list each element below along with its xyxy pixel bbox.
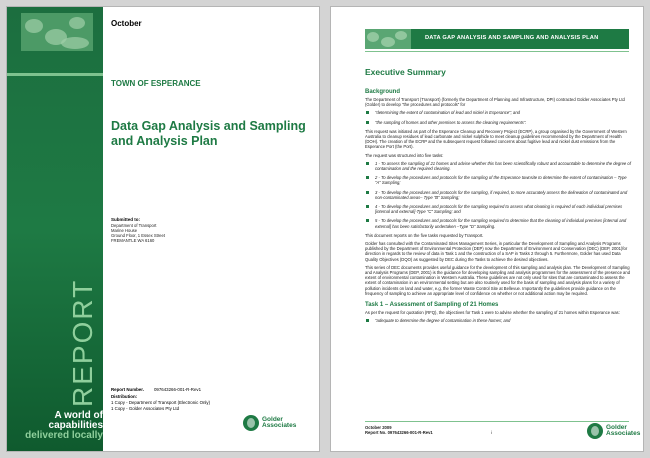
address-line: Marine House <box>111 228 138 233</box>
bullet-icon <box>366 111 369 114</box>
cover-photo-image <box>21 13 93 51</box>
distribution-item: 1 Copy - Department of Transport (Electronic Only) <box>111 400 211 405</box>
paragraph: This request was initiated as part of the Esperance Cleanup and Recovery Project (ECRP), a group organised by the Government of Western Australia to cleanup residues of lead carbonate and nickel sulphide to meet cleanup guidelines recommended by the Department of Health (DOH). The creation of the ECRP and the subsequent request followed concerns about fugitive lead and nickel dust emissions from the Esperance Port (the Port). <box>365 128 627 150</box>
paragraph: As per the request for quotation (RFQ), the objectives for Task 1 were to advise whether the sampling of 21 homes within Esperance was: <box>365 310 620 316</box>
globe-icon <box>587 423 603 439</box>
section-heading-background: Background <box>365 89 401 95</box>
cover-organization: TOWN OF ESPERANCE <box>111 79 201 88</box>
task-item: 5 - To develop the procedures and protocols for the sampling required to determine that the cleaning of individual premises [internal and external] has been satisfactorily undertaken –Type "D" Sampling. <box>365 218 633 228</box>
address-line: Ground Floor, 1 Essex Street <box>111 233 165 238</box>
bullet-icon <box>366 121 369 124</box>
address-block <box>111 223 165 243</box>
bullet-icon <box>366 176 369 179</box>
header-divider <box>365 51 629 52</box>
band-stripe <box>7 73 103 76</box>
distribution-label: Distribution: <box>111 394 138 399</box>
report-vertical-label: REPORT <box>67 278 98 407</box>
cover-page <box>6 6 320 452</box>
distribution-item: 1 Copy - Golder Associates Pty Ltd <box>111 406 180 411</box>
paragraph: This document reports on the five tasks requested by Transport. <box>365 232 484 238</box>
bullet-icon <box>366 205 369 208</box>
paragraph: Golder has consulted with the Contaminated Sites Management Series, in particular the Development of Sampling and Analysis Programs published by the Department of Environmental Protection (DEP) now the Department of Environment and Conservation (DEC) (DEP, 2001)for direction in regards to the review of data in Task 1 and the construction of a SAP in Tasks 2 through 5. Furthermore, Golder has used Data Quality Objectives (DQO) as suggested by DEC during the Tasks to achieve the desired objectives. <box>365 241 628 262</box>
bullet-icon <box>366 162 369 165</box>
bullet-icon <box>366 219 369 222</box>
report-number: Report Number. 097643266-001-R-Rev1 <box>111 387 202 392</box>
bullet-item: "adequate to determine the degree of contamination in these homes; and <box>365 318 633 323</box>
golder-logo: Golder Associates <box>587 423 640 439</box>
task-item: 3 - To develop the procedures and protocols for the sampling, if required, to more accurately assess the delineation of contaminated and non-contaminated areas– Type "B" Sampling; <box>365 190 633 200</box>
globe-icon <box>243 415 259 431</box>
address-line: FREMANTLE WA 6160 <box>111 238 155 243</box>
paragraph: The request was structured into five tasks: <box>365 152 444 158</box>
bullet-item: "determining the extent of contamination of lead and nickel in Esperance"; and <box>365 110 633 115</box>
tagline: A world of capabilities delivered locally <box>25 410 103 441</box>
golder-logo: Golder Associates <box>243 415 296 431</box>
footer-divider <box>365 421 629 422</box>
page-title: Executive Summary <box>365 67 446 77</box>
submitted-label: Submitted to: <box>111 217 140 222</box>
footer-report-number: Report No. 097643266-001-R-Rev1 <box>365 430 433 435</box>
task-item: 2 - To develop the procedures and protocols for the sampling of the Esperance townsite to determine the extent of contamination – Type "A" Sampling; <box>365 175 633 185</box>
task-item: 4 - To develop the procedures and protocols for the sampling required to assess what cleaning is required of each individual premises [internal and external]-Type "C" Sampling; and <box>365 204 633 214</box>
page-number: i <box>491 430 492 435</box>
footer-date: October 2009 <box>365 425 392 430</box>
task-item: 1 - To assess the sampling of 21 homes and advise whether this has been scientifically robust and accountable to determine the degree of contamination and the required cleaning. <box>365 161 633 171</box>
cover-title: Data Gap Analysis and Sampling and Analysis Plan <box>111 119 306 148</box>
cover-green-band <box>7 7 103 452</box>
summary-page <box>330 6 644 452</box>
cover-month: October <box>111 19 142 28</box>
section-heading-task1: Task 1 – Assessment of Sampling of 21 Homes <box>365 302 499 309</box>
page-footer <box>365 425 492 435</box>
bullet-icon <box>366 319 369 322</box>
distribution-block <box>111 394 210 412</box>
bullet-item: "the sampling of homes and other premises to assess the cleaning requirements". <box>365 120 633 125</box>
paragraph: The Department of Transport (Transport) (formerly the Department of Planning and Infrastructure, DPI) contracted Golder Associates Pty Ltd (Golder) to develop "the procedures and protocols" for <box>365 97 625 108</box>
header-title: DATA GAP ANALYSIS AND SAMPLING AND ANALYSIS PLAN <box>425 35 599 41</box>
header-photo-image <box>365 29 411 49</box>
bullet-icon <box>366 191 369 194</box>
page-header-banner <box>365 29 629 49</box>
paragraph: This series of DEC documents provides useful guidance for the development of this sampling and analysis plan. The Development of Sampling and Analysis Programs (DEP, 2001) is the guidance for developing sampling and analysis programmes for the assessment of the presence and extent of environmental contamination in Western Australia. These guidelines are not only used for sites that are contaminated to assess the extent of contamination in an environmental setting but are also routinely used for the basis of sampling and analysis plans for a variety of pollution incidents on land and water, e.g. the former Waste Control Site at Bellevue. Importantly the guidelines provide guidance on the frequency of sampling to achieve an appropriate level of confidence on whether or not additional action may be required. <box>365 264 631 296</box>
summary-body <box>365 67 633 328</box>
address-line: Department of Transport <box>111 223 157 228</box>
